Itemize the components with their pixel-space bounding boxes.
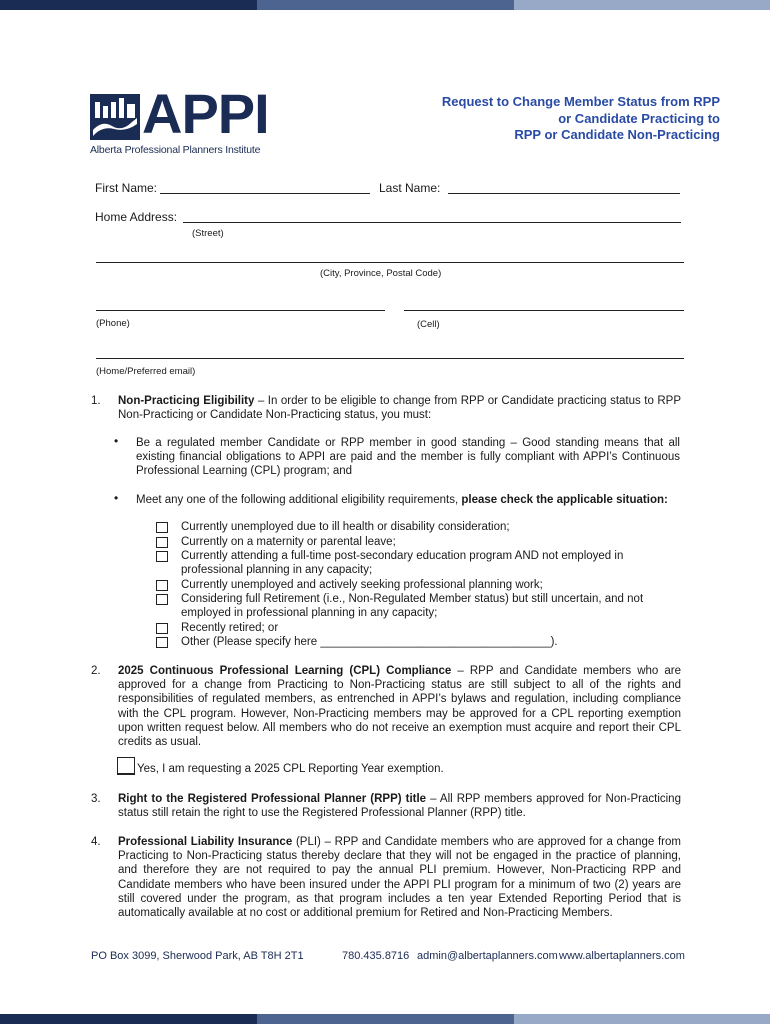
checkbox[interactable] bbox=[156, 594, 168, 605]
section-number: 3. bbox=[91, 793, 101, 805]
option-label: Currently attending a full-time post-secondary education program AND not employed in professional planning in any capacity; bbox=[181, 550, 624, 577]
cpl-exemption-label: Yes, I am requesting a 2025 CPL Reporting Year exemption. bbox=[137, 763, 444, 775]
email-caption: (Home/Preferred email) bbox=[96, 366, 196, 377]
footer-website[interactable]: www.albertaplanners.com bbox=[559, 950, 685, 962]
section-heading: Professional Liability Insurance bbox=[118, 836, 293, 848]
footer-phone: 780.435.8716 bbox=[342, 950, 410, 962]
option-label: Other (Please specify here ____________________________________). bbox=[181, 636, 558, 648]
street-caption: (Street) bbox=[192, 228, 224, 239]
title-line: RPP or Candidate Non-Practicing bbox=[514, 127, 720, 142]
city-field[interactable] bbox=[96, 262, 684, 263]
section-text bbox=[118, 792, 681, 820]
checkbox[interactable] bbox=[156, 537, 168, 548]
section-number: 1. bbox=[91, 395, 101, 407]
section-body: (PLI) – RPP and Candidate members who are approved for a change from Practicing to Non-Practicing status thereby declare that they will not be engaged in the practice of planning, and therefore they are not required to pay the annual PLI premium. However, Non-Practicing RPP and Candidate members who have been insured under the APPI PLI program for a minimum of two (2) years are still covered under the program, as that program includes a ten year Extended Reporting Period that is automatically available at no cost or additional premium for Retired and Non-Practicing Members. bbox=[118, 836, 681, 920]
section-heading: Right to the Registered Professional Planner (RPP) title bbox=[118, 793, 427, 805]
checkbox[interactable] bbox=[156, 623, 168, 634]
bullet-text bbox=[136, 493, 680, 507]
city-caption: (City, Province, Postal Code) bbox=[320, 268, 442, 279]
logo-wordmark: APPI bbox=[142, 82, 269, 145]
first-name-label: First Name: bbox=[95, 181, 158, 195]
cell-field[interactable] bbox=[404, 310, 684, 311]
appi-building-icon bbox=[90, 92, 140, 142]
appi-logo bbox=[90, 82, 270, 162]
checkbox[interactable] bbox=[156, 637, 168, 648]
section-heading: Non-Practicing Eligibility bbox=[118, 395, 255, 407]
footer-email[interactable]: admin@albertaplanners.com bbox=[417, 950, 558, 962]
bullet-body: Meet any one of the following additional eligibility requirements, bbox=[136, 494, 462, 506]
option-label: Currently on a maternity or parental leave; bbox=[181, 536, 396, 548]
cell-caption: (Cell) bbox=[417, 319, 440, 330]
option-label: Considering full Retirement (i.e., Non-Regulated Member status) but still uncertain, and not employed in professional planning in any capacity; bbox=[181, 593, 644, 620]
option-label: Recently retired; or bbox=[181, 622, 279, 634]
section-number: 2. bbox=[91, 665, 101, 677]
section-heading: 2025 Continuous Professional Learning (CPL) Compliance bbox=[118, 665, 452, 677]
phone-caption: (Phone) bbox=[96, 318, 130, 329]
top-color-bar bbox=[0, 0, 770, 10]
section-text bbox=[118, 664, 681, 749]
section-body: – In order to be eligible to change from RPP or Candidate practicing status to RPP Non-Practicing or Candidate Non-Practicing status, you must: bbox=[118, 395, 681, 422]
checkbox[interactable] bbox=[156, 580, 168, 591]
checkbox[interactable] bbox=[156, 522, 168, 533]
bullet-text: Be a regulated member Candidate or RPP member in good standing – Good standing means that all existing financial obligations to APPI are paid and the member is fully compliant with APPI’s Continuous Professional Learning (CPL) program; and bbox=[136, 437, 680, 478]
title-line: or Candidate Practicing to bbox=[558, 110, 720, 126]
footer-address: PO Box 3099, Sherwood Park, AB T8H 2T1 bbox=[91, 950, 304, 962]
bottom-color-bar bbox=[0, 1014, 770, 1024]
street-field[interactable] bbox=[183, 222, 681, 223]
home-address-label: Home Address: bbox=[95, 210, 178, 224]
bullet-icon: • bbox=[114, 491, 119, 505]
phone-field[interactable] bbox=[96, 310, 385, 311]
logo-subtitle: Alberta Professional Planners Institute bbox=[90, 144, 261, 156]
email-field[interactable] bbox=[96, 358, 684, 359]
section-body: – All RPP members approved for Non-Practicing status still retain the right to use the Registered Professional Planner (RPP) title. bbox=[118, 793, 681, 820]
last-name-field[interactable] bbox=[448, 193, 680, 194]
form-title bbox=[442, 94, 720, 144]
bullet-icon: • bbox=[114, 434, 119, 448]
section-text bbox=[118, 394, 681, 422]
first-name-field[interactable] bbox=[160, 193, 370, 194]
section-number: 4. bbox=[91, 836, 101, 848]
section-text bbox=[118, 835, 681, 920]
bullet-emphasis: please check the applicable situation: bbox=[461, 494, 668, 506]
last-name-label: Last Name: bbox=[379, 181, 441, 195]
section-body: – RPP and Candidate members who are approved for a change from Practicing to Non-Practicing status are still subject to all of the rights and responsibilities of regulated members, as entrenched in APPI’s bylaws and regulation, including compliance with the CPL program. However, Non-Practicing members may be approved for a CPL reporting exemption upon written request below. All members who do not receive an exemption must acquire and report their CPL credits as usual. bbox=[118, 665, 681, 749]
option-label: Currently unemployed due to ill health or disability consideration; bbox=[181, 521, 510, 533]
checkbox[interactable] bbox=[156, 551, 168, 562]
option-label: Currently unemployed and actively seeking professional planning work; bbox=[181, 579, 543, 591]
cpl-exemption-checkbox[interactable] bbox=[117, 757, 135, 775]
title-line: Request to Change Member Status from RPP bbox=[441, 94, 720, 109]
